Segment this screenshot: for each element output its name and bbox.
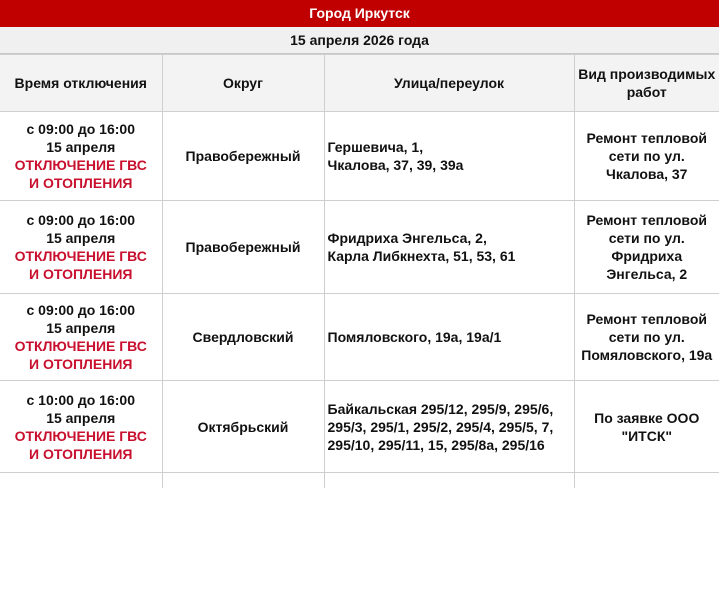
street-cell <box>324 112 574 201</box>
street-line: Байкальская 295/12, 295/9, 295/6, <box>327 400 554 417</box>
empty-cell <box>324 473 574 489</box>
street-cell <box>324 201 574 294</box>
time-range: с 09:00 до 16:00 <box>26 121 135 137</box>
district-cell: Правобережный <box>162 112 324 201</box>
street-line: Помяловского, 19а, 19а/1 <box>327 329 502 345</box>
time-cell <box>0 294 162 381</box>
header-time: Время отключения <box>0 55 162 112</box>
street-line: Фридриха Энгельса, 2, <box>327 230 487 246</box>
street-line: 295/10, 295/11, 15, 295/8а, 295/16 <box>327 436 545 453</box>
alert-text-2: И ОТОПЛЕНИЯ <box>29 445 133 462</box>
header-street: Улица/переулок <box>324 55 574 112</box>
table-row-partial <box>0 473 719 489</box>
day: 15 апреля <box>46 230 116 246</box>
street-cell <box>324 294 574 381</box>
work-cell: По заявке ООО "ИТСК" <box>574 381 719 473</box>
outage-table <box>0 54 719 488</box>
street-line: Карла Либкнехта, 51, 53, 61 <box>327 248 516 264</box>
table-row <box>0 112 719 201</box>
day: 15 апреля <box>46 320 116 336</box>
alert-text: ОТКЛЮЧЕНИЕ ГВС <box>14 248 147 264</box>
work-cell: Ремонт тепловой сети по ул. Помяловского, 19а <box>574 294 719 381</box>
street-cell <box>324 381 574 473</box>
alert-text-2: И ОТОПЛЕНИЯ <box>29 266 133 282</box>
header-district: Округ <box>162 55 324 112</box>
empty-cell <box>162 473 324 489</box>
work-cell: Ремонт тепловой сети по ул. Чкалова, 37 <box>574 112 719 201</box>
street-line: Гершевича, 1, <box>327 139 424 155</box>
time-cell <box>0 201 162 294</box>
alert-text: ОТКЛЮЧЕНИЕ ГВС <box>14 157 147 173</box>
district-cell: Октябрьский <box>162 381 324 473</box>
table-row <box>0 381 719 473</box>
alert-text-2: И ОТОПЛЕНИЯ <box>29 175 133 191</box>
empty-cell <box>0 473 162 489</box>
district-cell: Правобережный <box>162 201 324 294</box>
district-cell: Свердловский <box>162 294 324 381</box>
date-heading: 15 апреля 2026 года <box>0 27 719 54</box>
alert-text-2: И ОТОПЛЕНИЯ <box>29 356 133 372</box>
table-header <box>0 55 719 112</box>
time-range: с 09:00 до 16:00 <box>26 302 135 318</box>
table-row <box>0 294 719 381</box>
day: 15 апреля <box>46 139 116 155</box>
city-title: Город Иркутск <box>0 0 719 27</box>
alert-text: ОТКЛЮЧЕНИЕ ГВС <box>14 427 147 444</box>
table-row <box>0 201 719 294</box>
header-work: Вид производимых работ <box>574 55 719 112</box>
street-line: 295/3, 295/1, 295/2, 295/4, 295/5, 7, <box>327 418 554 435</box>
day: 15 апреля <box>46 409 116 426</box>
time-cell <box>0 112 162 201</box>
alert-text: ОТКЛЮЧЕНИЕ ГВС <box>14 338 147 354</box>
time-range: с 09:00 до 16:00 <box>26 212 135 228</box>
street-line: Чкалова, 37, 39, 39а <box>327 157 464 173</box>
time-cell <box>0 381 162 473</box>
empty-cell <box>574 473 719 489</box>
time-range: с 10:00 до 16:00 <box>26 391 135 408</box>
work-cell: Ремонт тепловой сети по ул. Фридриха Энгельса, 2 <box>574 201 719 294</box>
